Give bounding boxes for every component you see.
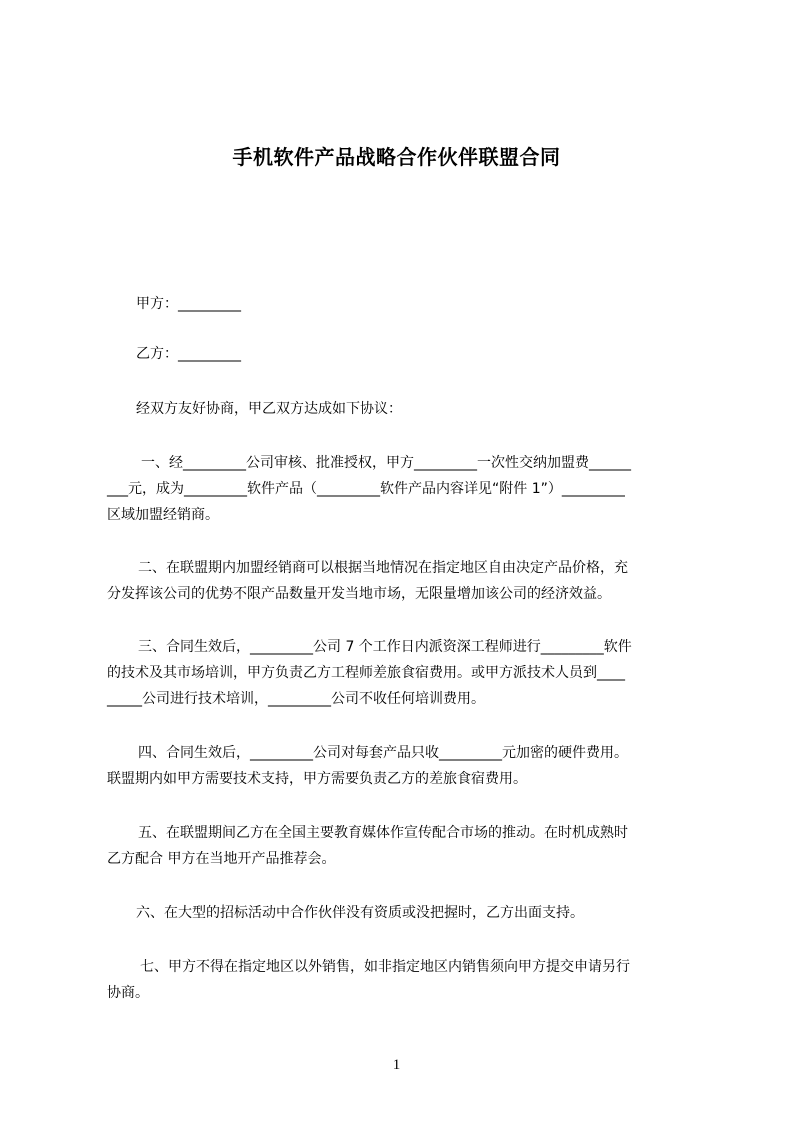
- clause-1-line: 一、经_________公司审核、批准授权，甲方_________一次性交纳加盟费______: [141, 455, 631, 471]
- clause-6-line: 六、在大型的招标活动中合作伙伴没有资质或没把握时，乙方出面支持。: [136, 905, 584, 921]
- clause-4-line: 四、合同生效后，_________公司对每套产品只收_________元加密的硬件费用。: [138, 745, 628, 761]
- clause-1: [107, 450, 699, 528]
- clause-5-line: 乙方配合 甲方在当地开产品推荐会。: [107, 851, 336, 867]
- clause-7-line: 协商。: [107, 985, 149, 1001]
- clause-7: [107, 954, 699, 1006]
- clause-1-line: 区域加盟经销商。: [107, 507, 219, 523]
- intro-line: 经双方友好协商，甲乙双方达成如下协议：: [136, 401, 402, 417]
- clause-2: [107, 555, 699, 607]
- clause-7-line: 七、甲方不得在指定地区以外销售，如非指定地区内销售须向甲方提交申请另行: [140, 959, 630, 975]
- clause-4-line: 联盟期内如甲方需要技术支持，甲方需要负责乙方的差旅食宿费用。: [107, 771, 527, 787]
- clause-1-line: ___元，成为_________软件产品（_________软件产品内容详见“附件 1”）_________: [107, 481, 625, 497]
- clause-2-line: 分发挥该公司的优势不限产品数量开发当地市场，无限量增加该公司的经济效益。: [107, 586, 611, 602]
- clause-4: [107, 740, 699, 792]
- clause-5: [107, 820, 699, 872]
- clause-5-line: 五、在联盟期间乙方在全国主要教育媒体作宣传配合市场的推动。在时机成熟时: [138, 825, 628, 841]
- party-a-line: 甲方：_________: [136, 296, 241, 312]
- page-number: 1: [392, 1057, 401, 1073]
- clause-3: [107, 634, 699, 712]
- clause-3-line: 的技术及其市场培训，甲方负责乙方工程师差旅食宿费用。或甲方派技术人员到____: [107, 665, 625, 681]
- document-title: 手机软件产品战略合作伙伴联盟合同: [232, 145, 561, 169]
- party-b-line: 乙方：_________: [136, 346, 241, 362]
- clause-3-line: 三、合同生效后，_________公司 7 个工作日内派资深工程师进行_________软件: [138, 639, 632, 655]
- clause-6: [107, 900, 699, 926]
- clause-3-line: _____公司进行技术培训，_________公司不收任何培训费用。: [107, 691, 485, 707]
- clause-2-line: 二、在联盟期内加盟经销商可以根据当地情况在指定地区自由决定产品价格，充: [138, 560, 628, 576]
